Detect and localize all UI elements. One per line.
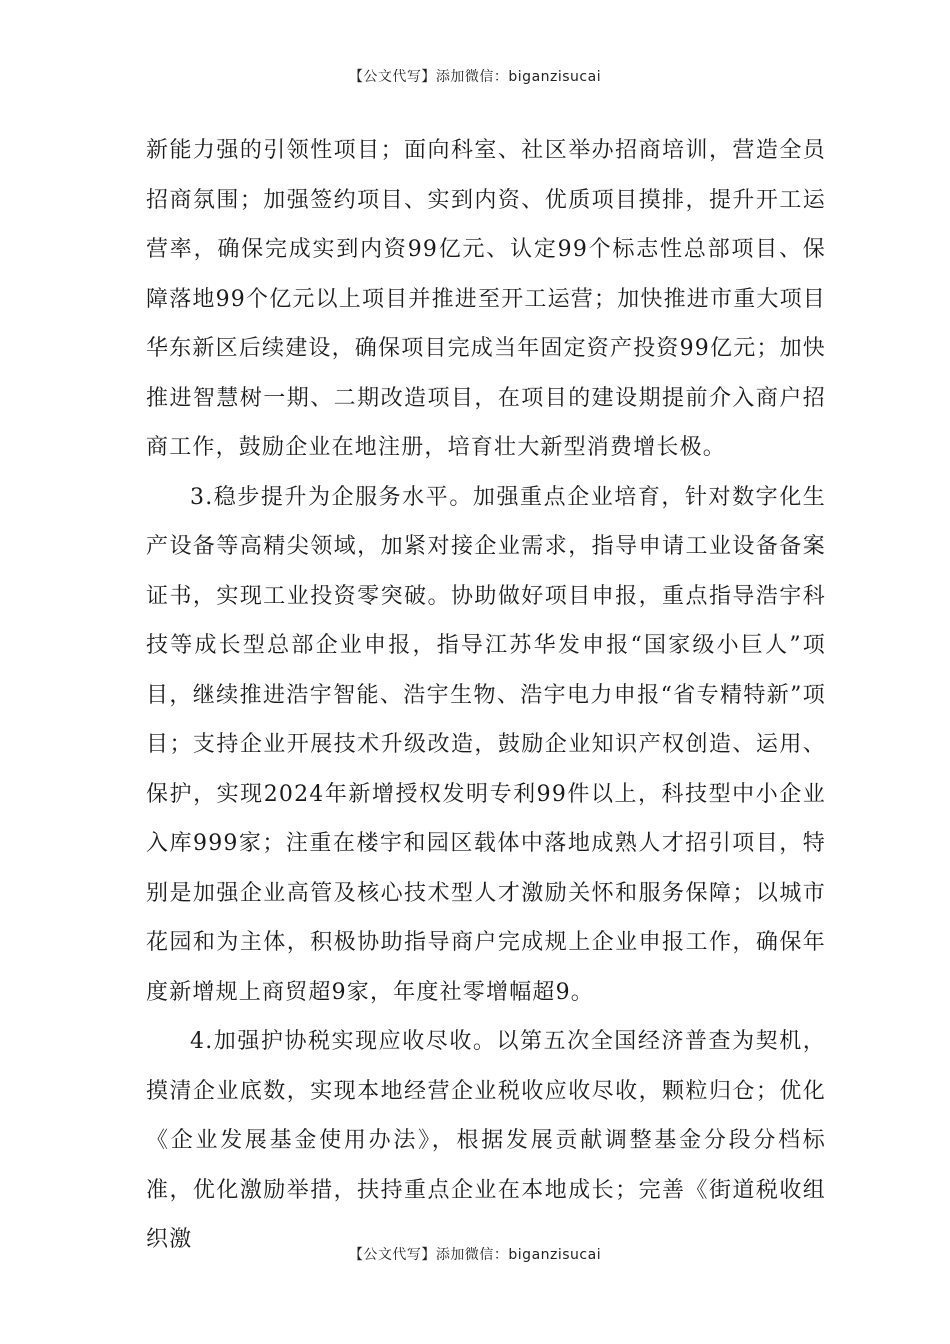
document-body [146, 126, 826, 1265]
page-header: 【公文代写】添加微信：biganzisucai [348, 69, 602, 85]
paragraph-section-3: 3.稳步提升为企服务水平。加强重点企业培育，针对数字化生产设备等高精尖领域，加紧对接企业需求，指导申请工业设备备案证书，实现工业投资零突破。协助做好项目申报，重点指导浩宇科技等成长型总部企业申报，指导江苏华发申报“国家级小巨人”项目，继续推进浩宇智能、浩宇生物、浩宇电力申报“省专精特新”项目；支持企业开展技术升级改造，鼓励企业知识产权创造、运用、保护，实现2024年新增授权发明专利99件以上，科技型中小企业入库999家；注重在楼宇和园区载体中落地成熟人才招引项目，特别是加强企业高管及核心技术型人才激励关怀和服务保障；以城市花园和为主体，积极协助指导商户完成规上企业申报工作，确保年度新增规上商贸超9家，年度社零增幅超9。 [146, 484, 826, 1005]
paragraph-section-4: 4.加强护协税实现应收尽收。以第五次全国经济普查为契机，摸清企业底数，实现本地经营企业税收应收尽收，颗粒归仓；优化《企业发展基金使用办法》，根据发展贡献调整基金分段分档标准，优化激励举措，扶持重点企业在本地成长；完善《街道税收组织激 [146, 1029, 826, 1252]
page-footer: 【公文代写】添加微信：biganzisucai [348, 1247, 602, 1263]
paragraph-continuation: 新能力强的引领性项目；面向科室、社区举办招商培训，营造全员招商氛围；加强签约项目、实到内资、优质项目摸排，提升开工运营率，确保完成实到内资99亿元、认定99个标志性总部项目、保障落地99个亿元以上项目并推进至开工运营；加快推进市重大项目华东新区后续建设，确保项目完成当年固定资产投资99亿元；加快推进智慧树一期、二期改造项目，在项目的建设期提前介入商户招商工作，鼓励企业在地注册，培育壮大新型消费增长极。 [146, 138, 826, 460]
